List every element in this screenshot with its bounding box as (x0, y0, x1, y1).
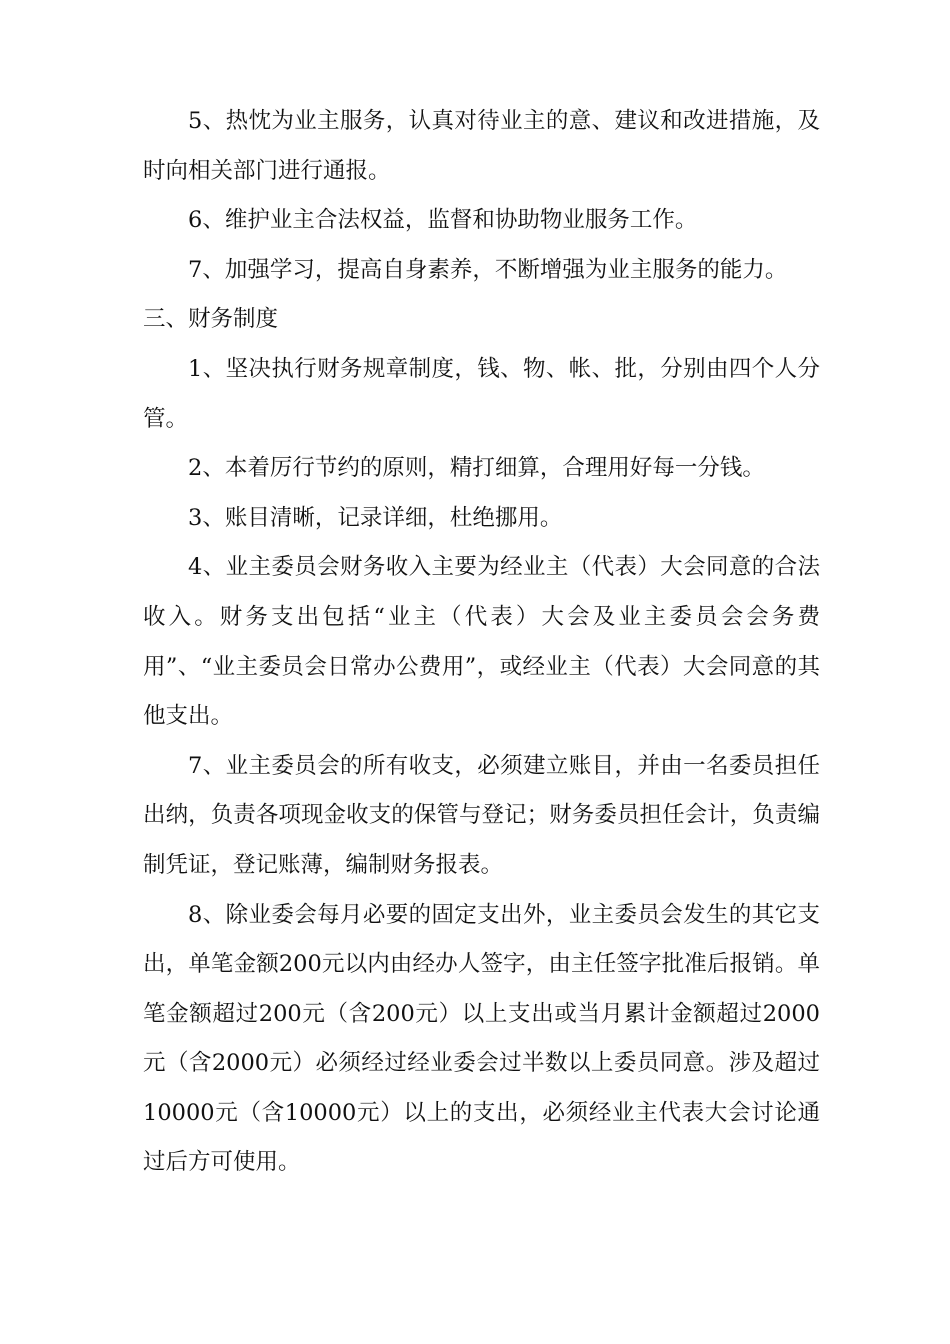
paragraph-finance-2: 2、本着厉行节约的原则，精打细算，合理用好每一分钱。 (188, 455, 765, 482)
section-heading-finance: 三、财务制度 (143, 306, 279, 333)
paragraph-service: 5、热忱为业主服务，认真对待业主的意、建议和改进措施，及时向相关部门进行通报。 (143, 108, 820, 184)
paragraph-finance-4: 4、业主委员会财务收入主要为经业主（代表）大会同意的合法收入。财务支出包括“业主（代表）大会及业主委员会会务费用”、“业主委员会日常办公费用”，或经业主（代表）大会同意的其他支出。 (143, 554, 820, 730)
paragraph-rights: 6、维护业主合法权益，监督和协助物业服务工作。 (188, 207, 698, 234)
paragraph-finance-8: 8、除业委会每月必要的固定支出外，业主委员会发生的其它支出，单笔金额200元以内由经办人签字，由主任签字批准后报销。单笔金额超过200元（含200元）以上支出或当月累计金额超过2000元（含2000元）必须经过经业委会过半数以上委员同意。涉及超过10000元（含10000元）以上的支出，必须经业主代表大会讨论通过后方可使用。 (143, 901, 820, 1176)
paragraph-finance-1: 1、坚决执行财务规章制度，钱、物、帐、批，分别由四个人分管。 (143, 355, 820, 432)
paragraph-finance-3: 3、账目清晰，记录详细，杜绝挪用。 (188, 504, 563, 531)
paragraph-study: 7、加强学习，提高自身素养，不断增强为业主服务的能力。 (188, 256, 788, 283)
document-body (143, 97, 820, 1188)
paragraph-finance-7: 7、业主委员会的所有收支，必须建立账目，并由一名委员担任出纳，负责各项现金收支的保管与登记；财务委员担任会计，负责编制凭证，登记账薄，编制财务报表。 (143, 752, 820, 878)
